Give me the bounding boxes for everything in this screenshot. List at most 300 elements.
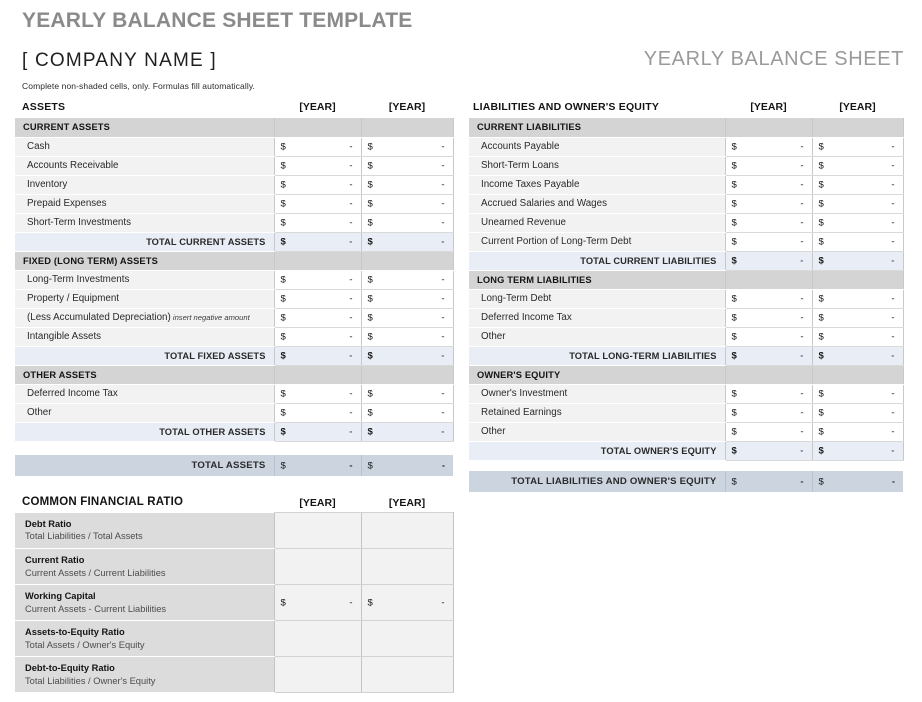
currency-symbol: $ (818, 445, 824, 456)
currency-symbol: $ (367, 331, 373, 342)
ratio-value-year2[interactable] (361, 585, 453, 621)
subtotal-row (469, 251, 903, 270)
line-item-row (469, 232, 903, 251)
ratios-year1-header: [YEAR] (299, 497, 336, 509)
subtotal-value-year2[interactable] (361, 232, 453, 251)
subtotal-value-year2[interactable] (361, 346, 453, 365)
line-item-value-year2[interactable] (361, 156, 453, 175)
section-header-spacer (274, 251, 361, 270)
line-item-row (15, 403, 453, 422)
amount-value: - (349, 198, 353, 209)
currency-symbol: $ (818, 179, 824, 190)
currency-symbol: $ (818, 312, 824, 323)
line-item-value-year1[interactable] (274, 175, 361, 194)
section-title: OTHER ASSETS (15, 365, 274, 384)
currency-symbol: $ (818, 350, 824, 361)
currency-symbol: $ (367, 236, 373, 247)
currency-symbol: $ (367, 160, 373, 171)
currency-symbol: $ (731, 350, 737, 361)
line-item-row (469, 156, 903, 175)
line-item-row (15, 175, 453, 194)
amount-value: - (441, 460, 445, 471)
ratio-value-year2[interactable] (361, 621, 453, 657)
line-item-value-year2[interactable] (812, 289, 903, 308)
line-item-label: Other (469, 422, 725, 441)
amount-value: - (800, 179, 804, 190)
line-item-label: Long-Term Debt (469, 289, 725, 308)
amount-value: - (441, 388, 445, 399)
section-header-spacer (274, 118, 361, 137)
amount-value: - (891, 198, 895, 209)
amount-value: - (441, 141, 445, 152)
currency-symbol: $ (280, 331, 286, 342)
currency-symbol: $ (280, 388, 286, 399)
amount-value: - (349, 141, 353, 152)
ratio-formula: Current Assets - Current Liabilities (25, 603, 167, 614)
liabilities-year1-header: [YEAR] (750, 101, 787, 113)
currency-symbol: $ (818, 236, 824, 247)
line-item-value-year2[interactable] (812, 194, 903, 213)
section-header-spacer (361, 365, 453, 384)
currency-symbol: $ (731, 388, 737, 399)
amount-value: - (800, 255, 804, 266)
ratio-formula: Total Liabilities / Total Assets (25, 531, 143, 542)
line-item-row (469, 308, 903, 327)
ratios-year2-header: [YEAR] (388, 497, 426, 509)
line-item-value-year2[interactable] (361, 327, 453, 346)
subtotal-label: TOTAL LONG-TERM LIABILITIES (469, 346, 725, 365)
ratio-formula: Current Assets / Current Liabilities (25, 567, 166, 578)
subtotal-value-year2[interactable] (361, 422, 453, 441)
line-item-value-year1[interactable] (725, 175, 812, 194)
currency-symbol: $ (367, 426, 373, 437)
amount-value: - (441, 160, 445, 171)
line-item-label: Unearned Revenue (469, 213, 725, 232)
ratio-row (15, 621, 453, 657)
amount-value: - (441, 198, 445, 209)
amount-value: - (800, 388, 804, 399)
amount-value: - (349, 160, 353, 171)
currency-symbol: $ (731, 476, 737, 487)
line-item-value-year2[interactable] (361, 137, 453, 156)
amount-value: - (891, 312, 895, 323)
section-title: FIXED (LONG TERM) ASSETS (15, 251, 274, 270)
line-item-value-year2[interactable] (812, 232, 903, 251)
section-header-row (15, 118, 453, 137)
line-item-value-year2[interactable] (361, 213, 453, 232)
line-item-value-year1[interactable] (274, 327, 361, 346)
section-header-row (15, 251, 453, 270)
line-item-note: insert negative amount (170, 313, 250, 322)
liabilities-heading: LIABILITIES AND OWNER'S EQUITY (473, 101, 660, 113)
line-item-label: Prepaid Expenses (15, 194, 274, 213)
amount-value: - (800, 217, 804, 228)
currency-symbol: $ (280, 312, 286, 323)
ratio-value-year2[interactable] (361, 549, 453, 585)
line-item-value-year1[interactable] (725, 384, 812, 403)
line-item-value-year2[interactable] (812, 422, 903, 441)
amount-value: - (349, 236, 353, 247)
amount-value: - (891, 160, 895, 171)
section-header-row (469, 365, 903, 384)
assets-heading: ASSETS (22, 101, 66, 113)
amount-value: - (800, 141, 804, 152)
line-item-label: Current Portion of Long-Term Debt (469, 232, 725, 251)
amount-value: - (349, 597, 353, 608)
currency-symbol: $ (731, 198, 737, 209)
subtotal-value-year1[interactable] (274, 346, 361, 365)
currency-symbol: $ (280, 460, 286, 471)
line-item-value-year1[interactable] (725, 232, 812, 251)
line-item-value-year1[interactable] (725, 327, 812, 346)
amount-value: - (349, 179, 353, 190)
line-item-label: Other (15, 403, 274, 422)
currency-symbol: $ (731, 179, 737, 190)
line-item-value-year1[interactable] (725, 289, 812, 308)
line-item-label: Owner's Investment (469, 384, 725, 403)
ratio-label-cell (15, 621, 274, 657)
amount-value: - (349, 293, 353, 304)
amount-value: - (800, 293, 804, 304)
line-item-row (469, 194, 903, 213)
subtotal-value-year1[interactable] (274, 422, 361, 441)
currency-symbol: $ (367, 460, 373, 471)
financial-ratio-table (15, 512, 454, 693)
grand-total-label: TOTAL ASSETS (15, 455, 274, 476)
line-item-value-year1[interactable] (725, 422, 812, 441)
currency-symbol: $ (731, 331, 737, 342)
amount-value: - (891, 407, 895, 418)
currency-symbol: $ (818, 426, 824, 437)
assets-year2-header: [YEAR] (388, 101, 426, 113)
section-header-spacer (812, 365, 903, 384)
currency-symbol: $ (367, 312, 373, 323)
currency-symbol: $ (818, 198, 824, 209)
line-item-row (15, 270, 453, 289)
currency-symbol: $ (731, 160, 737, 171)
currency-symbol: $ (280, 597, 286, 608)
amount-value: - (891, 236, 895, 247)
section-title: CURRENT ASSETS (15, 118, 274, 137)
ratio-formula: Total Assets / Owner's Equity (25, 639, 145, 650)
amount-value: - (441, 597, 445, 608)
line-item-value-year2[interactable] (361, 289, 453, 308)
line-item-label: Cash (15, 137, 274, 156)
ratios-heading: COMMON FINANCIAL RATIO (22, 496, 184, 508)
ratio-value-year2[interactable] (361, 657, 453, 693)
currency-symbol: $ (367, 293, 373, 304)
grand-total-value-year2[interactable] (361, 455, 453, 476)
currency-symbol: $ (731, 255, 737, 266)
line-item-value-year1[interactable] (725, 137, 812, 156)
line-item-value-year2[interactable] (812, 403, 903, 422)
subtotal-value-year1[interactable] (725, 346, 812, 365)
section-header-spacer (725, 365, 812, 384)
line-item-value-year1[interactable] (725, 213, 812, 232)
section-header-spacer (361, 251, 453, 270)
section-title: CURRENT LIABILITIES (469, 118, 725, 137)
line-item-value-year2[interactable] (812, 213, 903, 232)
line-item-row (15, 213, 453, 232)
grand-total-value-year1[interactable] (274, 455, 361, 476)
ratio-title: Assets-to-Equity Ratio (25, 626, 125, 637)
line-item-value-year2[interactable] (361, 175, 453, 194)
currency-symbol: $ (818, 476, 824, 487)
amount-value: - (800, 331, 804, 342)
amount-value: - (441, 293, 445, 304)
section-header-spacer (812, 270, 903, 289)
line-item-value-year2[interactable] (812, 327, 903, 346)
ratio-row (15, 549, 453, 585)
amount-value: - (891, 476, 895, 487)
amount-value: - (800, 236, 804, 247)
instructions-text: Complete non-shaded cells, only. Formulas fill automatically. (22, 81, 256, 91)
ratio-title: Debt Ratio (25, 518, 72, 529)
line-item-label: Retained Earnings (469, 403, 725, 422)
line-item-value-year2[interactable] (812, 308, 903, 327)
ratio-title: Working Capital (25, 590, 96, 601)
section-header-row (15, 365, 453, 384)
line-item-value-year2[interactable] (361, 270, 453, 289)
currency-symbol: $ (818, 217, 824, 228)
line-item-label: Short-Term Loans (469, 156, 725, 175)
line-item-value-year2[interactable] (361, 384, 453, 403)
section-header-spacer (274, 365, 361, 384)
line-item-label: Accounts Receivable (15, 156, 274, 175)
assets-year1-header: [YEAR] (299, 101, 336, 113)
line-item-value-year1[interactable] (274, 194, 361, 213)
amount-value: - (349, 274, 353, 285)
line-item-row (15, 289, 453, 308)
amount-value: - (349, 407, 353, 418)
line-item-value-year1[interactable] (274, 137, 361, 156)
amount-value: - (349, 426, 353, 437)
total-liabilities-equity-table (469, 471, 903, 492)
currency-symbol: $ (731, 141, 737, 152)
line-item-label: Accounts Payable (469, 137, 725, 156)
line-item-row (15, 327, 453, 346)
subtotal-row (15, 422, 453, 441)
line-item-row (469, 327, 903, 346)
line-item-value-year1[interactable] (725, 194, 812, 213)
grand-total-row (15, 455, 453, 476)
line-item-row (469, 384, 903, 403)
subtotal-value-year1[interactable] (274, 232, 361, 251)
amount-value: - (800, 198, 804, 209)
line-item-value-year1[interactable] (274, 403, 361, 422)
ratio-label-cell (15, 513, 274, 549)
currency-symbol: $ (280, 179, 286, 190)
line-item-value-year1[interactable] (725, 403, 812, 422)
amount-value: - (891, 255, 895, 266)
line-item-value-year1[interactable] (274, 384, 361, 403)
currency-symbol: $ (367, 141, 373, 152)
line-item-row (469, 403, 903, 422)
line-item-row (469, 175, 903, 194)
line-item-label: Deferred Income Tax (15, 384, 274, 403)
amount-value: - (441, 236, 445, 247)
line-item-row (15, 384, 453, 403)
line-item-label: (Less Accumulated Depreciation) insert negative amount (15, 308, 274, 327)
amount-value: - (349, 460, 353, 471)
line-item-label: Short-Term Investments (15, 213, 274, 232)
section-header-spacer (361, 118, 453, 137)
ratio-row (15, 513, 453, 549)
amount-value: - (349, 312, 353, 323)
line-item-value-year2[interactable] (812, 137, 903, 156)
currency-symbol: $ (818, 293, 824, 304)
subtotal-value-year2[interactable] (812, 441, 903, 460)
amount-value: - (891, 331, 895, 342)
line-item-row (15, 308, 453, 327)
amount-value: - (441, 407, 445, 418)
amount-value: - (800, 160, 804, 171)
ratio-value-year1[interactable] (274, 513, 361, 549)
line-item-value-year1[interactable] (274, 156, 361, 175)
line-item-value-year2[interactable] (361, 308, 453, 327)
ratio-value-year2[interactable] (361, 513, 453, 549)
currency-symbol: $ (731, 312, 737, 323)
sheet-label: YEARLY BALANCE SHEET (643, 48, 904, 70)
amount-value: - (891, 141, 895, 152)
line-item-row (469, 289, 903, 308)
grand-total-value-year2[interactable] (812, 471, 903, 492)
currency-symbol: $ (367, 350, 373, 361)
currency-symbol: $ (280, 198, 286, 209)
ratio-value-year1[interactable] (274, 549, 361, 585)
amount-value: - (800, 350, 804, 361)
currency-symbol: $ (280, 274, 286, 285)
document-title: YEARLY BALANCE SHEET TEMPLATE (22, 9, 413, 32)
section-header-spacer (725, 270, 812, 289)
company-name-field[interactable]: [ COMPANY NAME ] (22, 50, 217, 71)
line-item-label: Inventory (15, 175, 274, 194)
amount-value: - (441, 274, 445, 285)
currency-symbol: $ (367, 198, 373, 209)
subtotal-row (469, 346, 903, 365)
ratio-row (15, 657, 453, 693)
line-item-value-year2[interactable] (812, 156, 903, 175)
currency-symbol: $ (731, 407, 737, 418)
currency-symbol: $ (818, 141, 824, 152)
subtotal-value-year2[interactable] (812, 346, 903, 365)
currency-symbol: $ (818, 388, 824, 399)
currency-symbol: $ (731, 426, 737, 437)
line-item-value-year1[interactable] (725, 156, 812, 175)
currency-symbol: $ (280, 217, 286, 228)
subtotal-label: TOTAL FIXED ASSETS (15, 346, 274, 365)
currency-symbol: $ (280, 141, 286, 152)
section-header-spacer (725, 118, 812, 137)
liabilities-year2-header: [YEAR] (839, 101, 876, 113)
currency-symbol: $ (818, 331, 824, 342)
subtotal-value-year1[interactable] (725, 441, 812, 460)
currency-symbol: $ (731, 445, 737, 456)
subtotal-label: TOTAL OTHER ASSETS (15, 422, 274, 441)
amount-value: - (891, 350, 895, 361)
subtotal-label: TOTAL OWNER'S EQUITY (469, 441, 725, 460)
subtotal-row (469, 441, 903, 460)
line-item-value-year2[interactable] (812, 384, 903, 403)
line-item-label: Long-Term Investments (15, 270, 274, 289)
subtotal-row (15, 346, 453, 365)
amount-value: - (891, 179, 895, 190)
section-header-spacer (812, 118, 903, 137)
amount-value: - (800, 312, 804, 323)
line-item-label: Other (469, 327, 725, 346)
grand-total-row (469, 471, 903, 492)
line-item-value-year1[interactable] (725, 308, 812, 327)
grand-total-label: TOTAL LIABILITIES AND OWNER'S EQUITY (469, 471, 725, 492)
subtotal-label: TOTAL CURRENT LIABILITIES (469, 251, 725, 270)
ratio-value-year1[interactable] (274, 585, 361, 621)
amount-value: - (441, 331, 445, 342)
currency-symbol: $ (367, 179, 373, 190)
line-item-label: Income Taxes Payable (469, 175, 725, 194)
ratio-title: Debt-to-Equity Ratio (25, 662, 115, 673)
ratio-row (15, 585, 453, 621)
currency-symbol: $ (818, 407, 824, 418)
line-item-value-year1[interactable] (274, 270, 361, 289)
ratio-value-year1[interactable] (274, 621, 361, 657)
currency-symbol: $ (280, 407, 286, 418)
ratio-label-cell (15, 657, 274, 693)
section-title: OWNER'S EQUITY (469, 365, 725, 384)
assets-table (15, 118, 454, 442)
line-item-value-year1[interactable] (274, 289, 361, 308)
ratio-label-cell (15, 549, 274, 585)
amount-value: - (349, 388, 353, 399)
currency-symbol: $ (280, 160, 286, 171)
amount-value: - (441, 179, 445, 190)
line-item-row (469, 213, 903, 232)
line-item-label: Accrued Salaries and Wages (469, 194, 725, 213)
section-header-row (469, 118, 903, 137)
ratio-formula: Total Liabilities / Owner's Equity (25, 675, 156, 686)
currency-symbol: $ (731, 217, 737, 228)
currency-symbol: $ (280, 426, 286, 437)
line-item-value-year2[interactable] (361, 194, 453, 213)
line-item-label: Intangible Assets (15, 327, 274, 346)
grand-total-value-year1[interactable] (725, 471, 812, 492)
line-item-value-year2[interactable] (812, 175, 903, 194)
amount-value: - (349, 217, 353, 228)
amount-value: - (441, 350, 445, 361)
amount-value: - (891, 426, 895, 437)
amount-value: - (891, 445, 895, 456)
line-item-value-year1[interactable] (274, 308, 361, 327)
subtotal-value-year1[interactable] (725, 251, 812, 270)
ratio-title: Current Ratio (25, 554, 85, 565)
currency-symbol: $ (280, 293, 286, 304)
line-item-row (15, 194, 453, 213)
amount-value: - (800, 407, 804, 418)
amount-value: - (441, 426, 445, 437)
section-header-row (469, 270, 903, 289)
ratio-label-cell (15, 585, 274, 621)
line-item-row (469, 137, 903, 156)
line-item-label: Property / Equipment (15, 289, 274, 308)
section-title: LONG TERM LIABILITIES (469, 270, 725, 289)
amount-value: - (349, 331, 353, 342)
subtotal-value-year2[interactable] (812, 251, 903, 270)
amount-value: - (800, 445, 804, 456)
currency-symbol: $ (731, 293, 737, 304)
line-item-row (469, 422, 903, 441)
line-item-value-year1[interactable] (274, 213, 361, 232)
ratio-value-year1[interactable] (274, 657, 361, 693)
line-item-value-year2[interactable] (361, 403, 453, 422)
